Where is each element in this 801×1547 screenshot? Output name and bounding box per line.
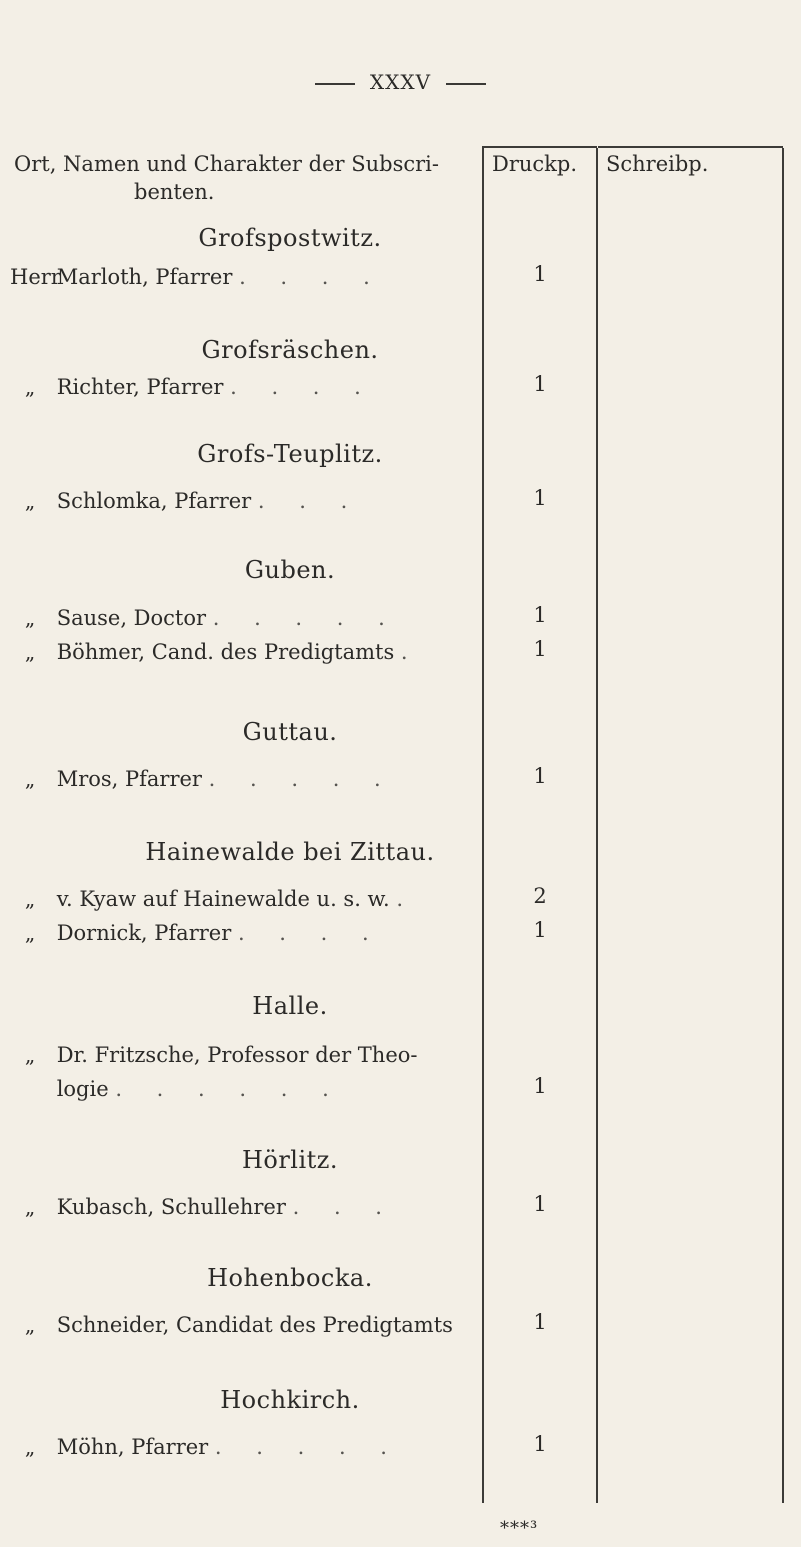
page-header xyxy=(0,70,801,94)
entry-name: Schlomka, Pfarrer xyxy=(56,489,252,513)
entry-name: Möhn, Pfarrer xyxy=(56,1435,209,1459)
druckp-count: 1 xyxy=(533,1432,547,1456)
column-header-schreibp: Schreibp. xyxy=(606,152,709,176)
entry-name: Dornick, Pfarrer xyxy=(56,921,232,945)
entry-name: Marloth, Pfarrer xyxy=(56,265,233,289)
subscriber-entry xyxy=(10,1192,480,1222)
place-heading: Halle. xyxy=(252,992,328,1020)
subscriber-entry xyxy=(10,1074,480,1104)
druckp-count: 1 xyxy=(533,637,547,661)
entry-name: Mros, Pfarrer xyxy=(56,767,202,791)
entry-name: Dr. Fritzsche, Professor der Theo- xyxy=(56,1043,418,1067)
header-rule-right xyxy=(446,83,486,85)
entry-prefix: „ xyxy=(24,767,36,791)
subscriber-entry xyxy=(10,262,480,292)
subscriber-entry xyxy=(10,884,480,914)
entry-name: Sause, Doctor xyxy=(56,606,207,630)
entry-name: logie xyxy=(56,1077,109,1101)
druckp-count: 1 xyxy=(533,603,547,627)
place-heading: Hochkirch. xyxy=(220,1386,360,1414)
place-heading: Grofspostwitz. xyxy=(198,224,382,252)
entry-leader-dots: . . . . xyxy=(230,375,375,399)
column-header-names-line1: Ort, Namen und Charakter der Subscri- xyxy=(14,152,439,176)
entry-prefix: „ xyxy=(24,1435,36,1459)
entry-name: Böhmer, Cand. des Predigtamts xyxy=(56,640,395,664)
entry-prefix: „ xyxy=(24,640,36,664)
subscriber-entry xyxy=(10,372,480,402)
entry-name: Schneider, Candidat des Predigtamts xyxy=(56,1313,453,1337)
entry-leader-dots: . . . . . xyxy=(208,767,395,791)
place-heading: Guttau. xyxy=(242,718,338,746)
column-header-names xyxy=(14,150,484,206)
entry-prefix: „ xyxy=(24,921,36,945)
page-number: XXXV xyxy=(369,70,432,94)
entry-leader-dots: . xyxy=(396,887,418,911)
place-heading: Hörlitz. xyxy=(241,1146,339,1174)
place-heading: Guben. xyxy=(244,556,336,584)
subscriber-entry xyxy=(10,603,480,633)
entry-name: Richter, Pfarrer xyxy=(56,375,224,399)
column-rule-right xyxy=(782,148,784,1503)
druckp-count: 1 xyxy=(533,262,547,286)
place-heading: Grofsräschen. xyxy=(201,336,379,364)
druckp-count: 1 xyxy=(533,1192,547,1216)
subscriber-entry xyxy=(10,1432,480,1462)
entry-name: v. Kyaw auf Hainewalde u. s. w. xyxy=(56,887,390,911)
entry-leader-dots: . . . xyxy=(257,489,362,513)
place-heading: Grofs-Teuplitz. xyxy=(197,440,383,468)
signature-mark: ***³ xyxy=(500,1518,539,1539)
druckp-count: 1 xyxy=(533,372,547,396)
place-heading: Hainewalde bei Zittau. xyxy=(145,838,435,866)
entry-prefix: „ xyxy=(24,489,36,513)
column-header-druckp: Druckp. xyxy=(492,152,578,176)
subscriber-entry xyxy=(10,918,480,948)
entry-prefix: Herr xyxy=(10,265,61,289)
subscriber-entry xyxy=(10,637,480,667)
subscriber-entry xyxy=(10,1040,480,1070)
subscriber-entry xyxy=(10,764,480,794)
druckp-count: 1 xyxy=(533,1074,547,1098)
entry-leader-dots: . xyxy=(400,640,422,664)
entry-leader-dots: . . . . . xyxy=(212,606,399,630)
druckp-count: 2 xyxy=(533,884,547,908)
entry-leader-dots: . . . . . xyxy=(214,1435,401,1459)
place-heading: Hohenbocka. xyxy=(207,1264,373,1292)
entry-leader-dots: . . . . xyxy=(239,265,384,289)
entry-prefix: „ xyxy=(24,1195,36,1219)
schreibp-top-rule xyxy=(598,146,783,148)
druckp-count: 1 xyxy=(533,764,547,788)
entry-leader-dots: . . . . xyxy=(237,921,383,945)
header-rule-left xyxy=(315,83,355,85)
druckp-top-rule xyxy=(482,146,597,148)
druckp-count: 1 xyxy=(533,486,547,510)
entry-prefix: „ xyxy=(24,375,36,399)
entry-leader-dots: . . . xyxy=(292,1195,396,1219)
entry-name: Kubasch, Schullehrer xyxy=(56,1195,286,1219)
column-rule-schreibp xyxy=(596,148,598,1503)
entry-prefix: „ xyxy=(24,606,36,630)
entry-prefix: „ xyxy=(24,1313,36,1337)
druckp-count: 1 xyxy=(533,1310,547,1334)
subscriber-entry xyxy=(10,1310,480,1340)
entry-prefix: „ xyxy=(24,1043,36,1067)
entry-leader-dots: . . . . . . xyxy=(115,1077,343,1101)
druckp-count: 1 xyxy=(533,918,547,942)
column-rule-druckp xyxy=(482,148,484,1503)
entry-prefix: „ xyxy=(24,887,36,911)
column-header-names-line2: benten. xyxy=(134,180,215,204)
subscriber-entry xyxy=(10,486,480,516)
